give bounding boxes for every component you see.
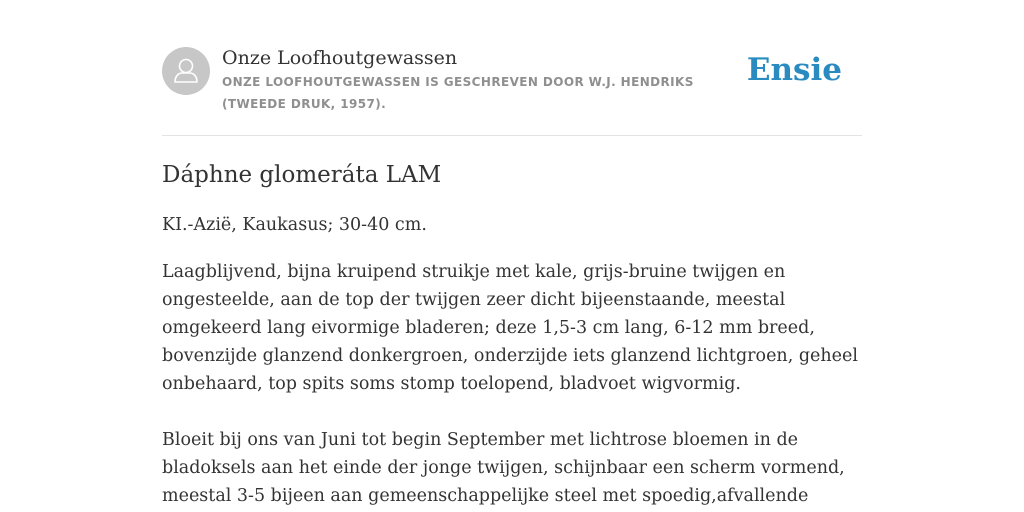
source-description: ONZE LOOFHOUTGEWASSEN IS GESCHREVEN DOOR W.J. HENDRIKS (TWEEDE DRUK, 1957). — [222, 75, 694, 111]
brand-logo[interactable]: Ensie — [746, 52, 842, 88]
article-content — [162, 158, 862, 510]
article-flowering: Bloeit bij ons van Juni tot begin September met lichtrose bloemen in de bladoksels aan het einde der jonge twijgen, schijnbaar een scherm vormend, meestal 3-5 bijeen aan gemeenschappelijke steel met spoedig,afvallende — [162, 430, 845, 506]
article-origin: KI.-Azië, Kaukasus; 30-40 cm. — [162, 215, 427, 235]
source-header — [162, 45, 862, 136]
avatar[interactable] — [162, 47, 210, 95]
article-description: Laagblijvend, bijna kruipend struikje met kale, grijs-bruine twijgen en ongesteelde, aan de top der twijgen zeer dicht bijeenstaande, meestal omgekeerd lang eivormige bladeren; deze 1,5-3 cm lang, 6-12 mm breed, bovenzijde glanzend donkergroen, onderzijde iets glanzend lichtgroen, geheel onbehaard, top spits soms stomp toelopend, bladvoet wigvormig. — [162, 262, 858, 394]
article-title: Dáphne glomeráta LAM — [162, 162, 442, 188]
source-title[interactable]: Onze Loofhoutgewassen — [222, 47, 458, 69]
user-icon — [162, 47, 210, 95]
